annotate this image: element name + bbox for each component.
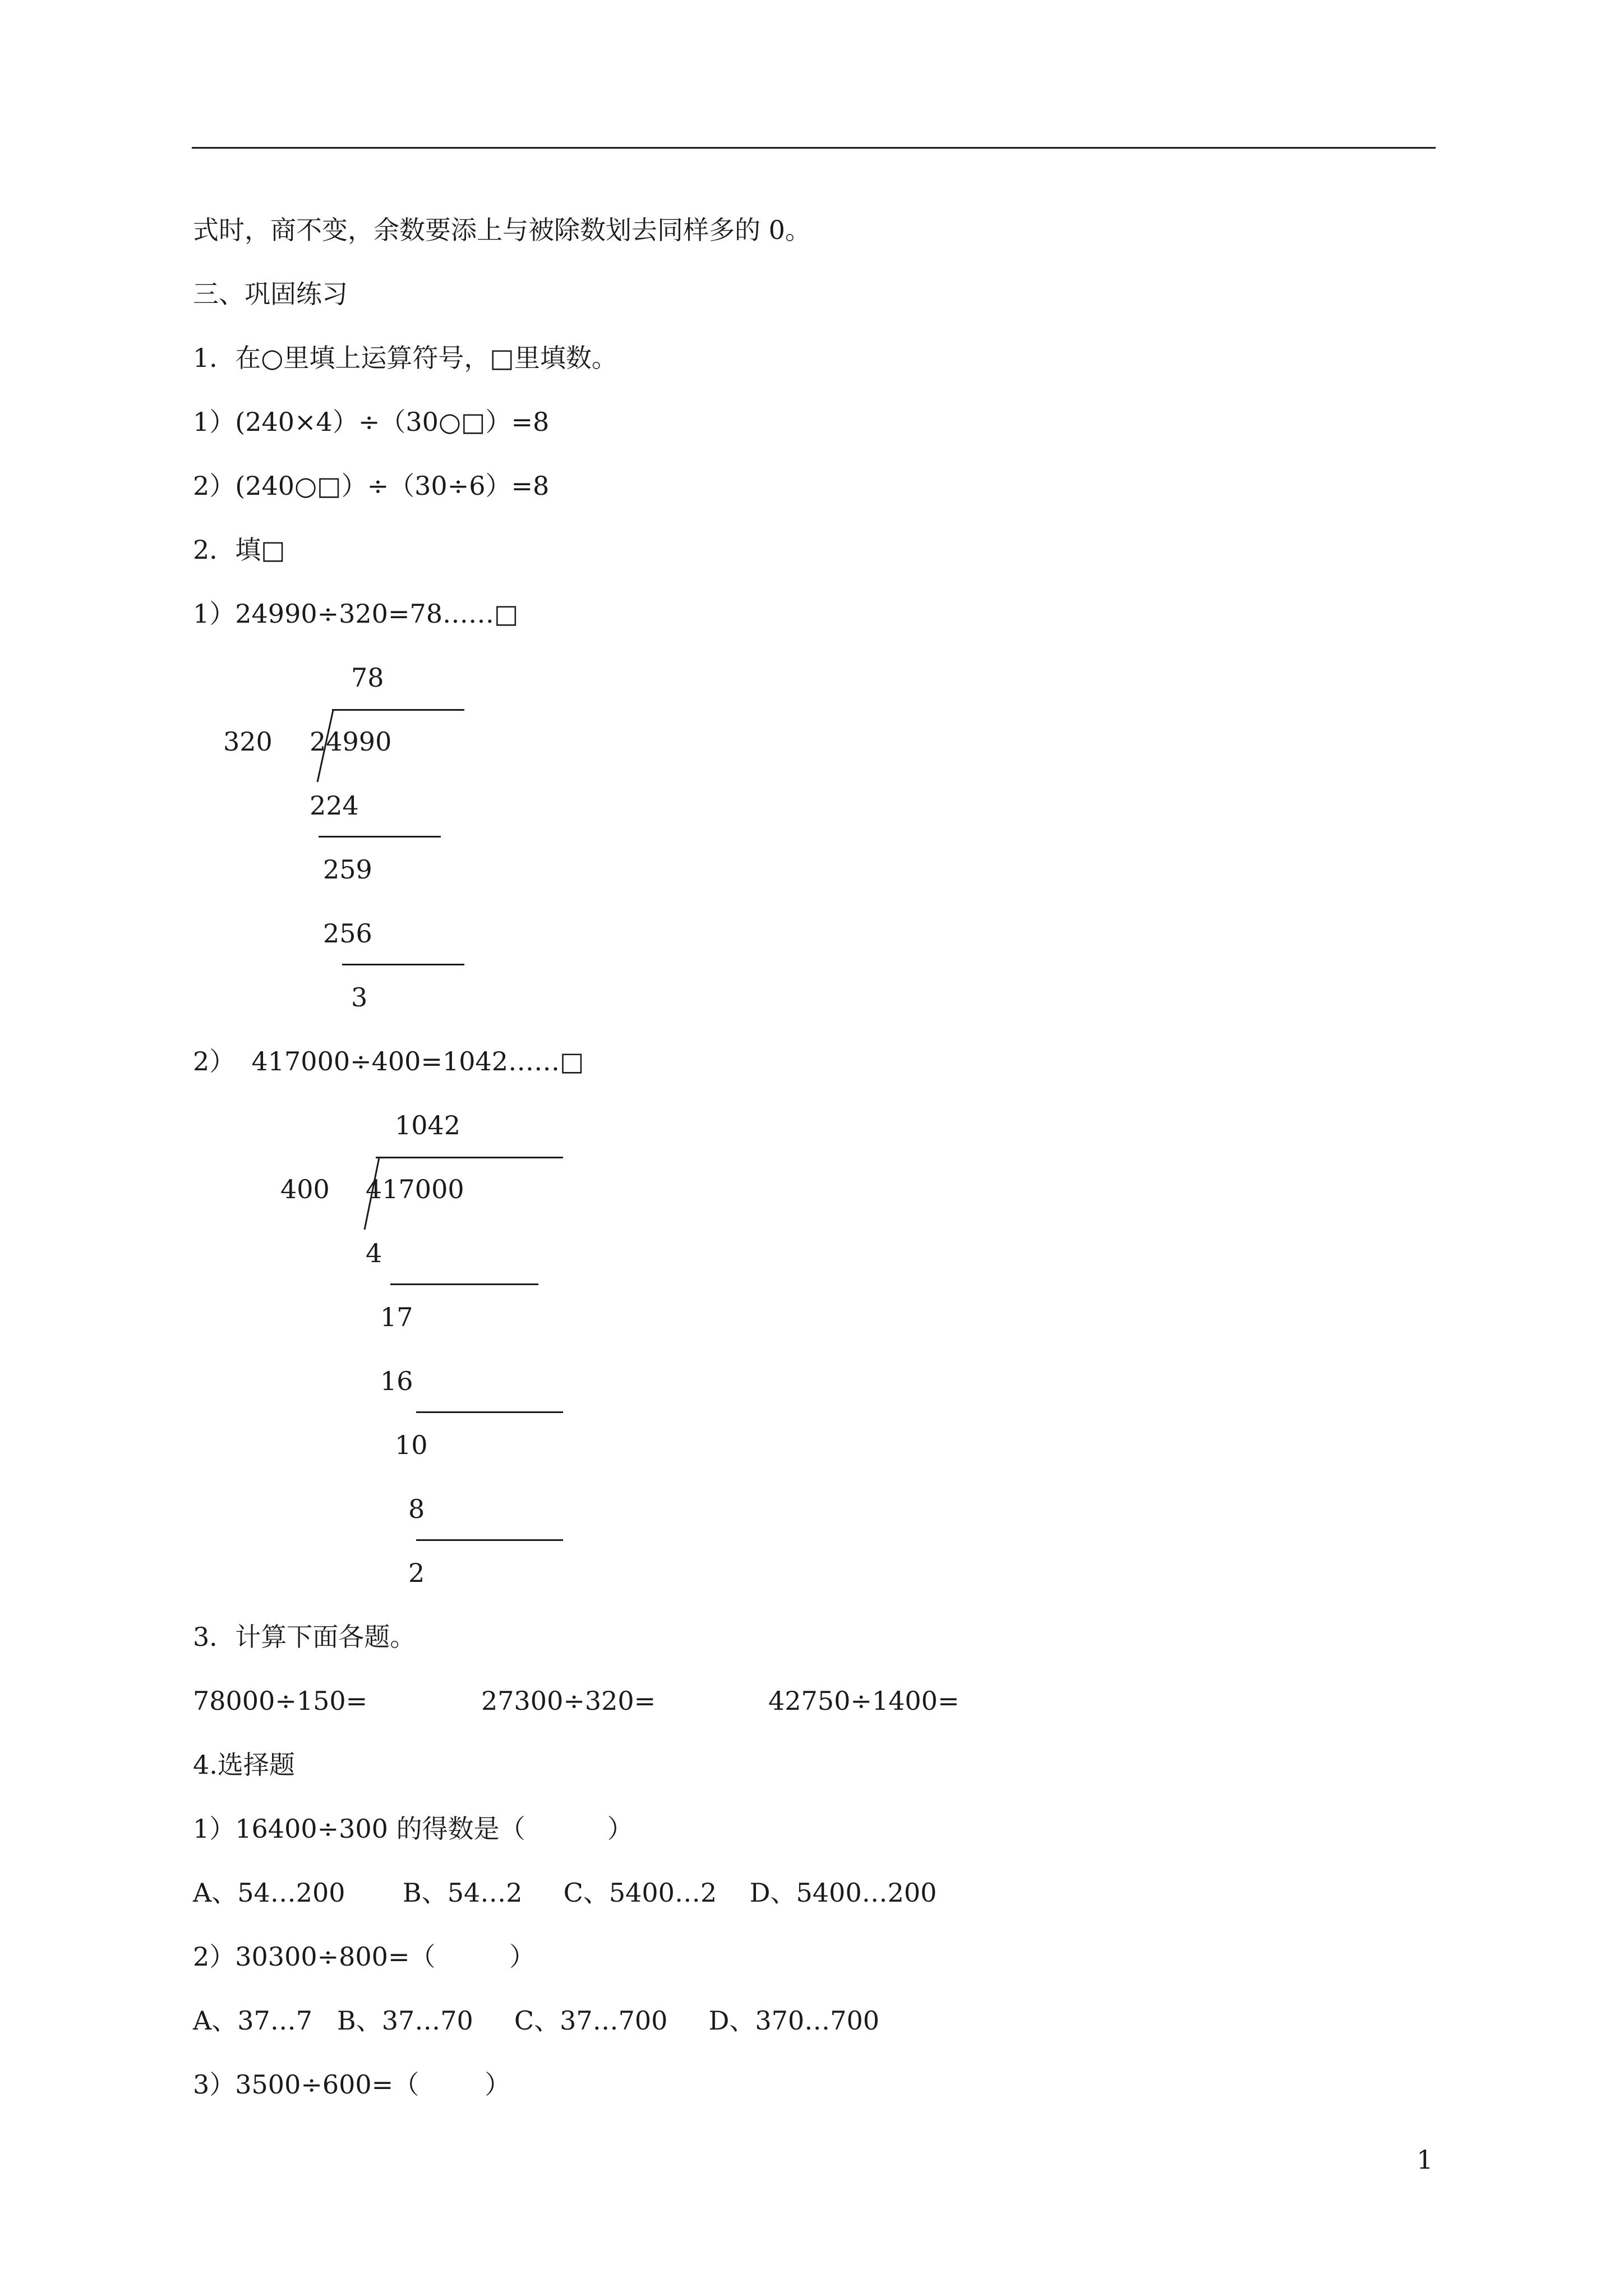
choice-options: A、37…7 B、37…70 C、37…700 D、370…700 <box>193 2005 879 2036</box>
equation-line: 1）(240×4）÷（30○□）=8 <box>193 407 550 437</box>
division-step: 17 <box>380 1302 413 1332</box>
division-divisor: 400 <box>280 1174 330 1204</box>
text-line: 式时，商不变，余数要添上与被除数划去同样多的 0。 <box>193 215 811 245</box>
division-dividend: 417000 <box>366 1174 464 1204</box>
division-quotient: 1042 <box>395 1110 461 1140</box>
choice-options: A、54…200 B、54…2 C、5400…2 D、5400…200 <box>193 1878 937 1908</box>
exercise-item: 27300÷320= <box>481 1686 656 1716</box>
division-subtract-line <box>342 964 464 965</box>
division-step: 8 <box>408 1494 425 1524</box>
exercise-item: 78000÷150= <box>193 1686 368 1716</box>
equation-line: 2）(240○□）÷（30÷6）=8 <box>193 471 550 501</box>
equation-line: 2） 417000÷400=1042……□ <box>193 1046 584 1076</box>
choice-question: 2）30300÷800=（ ） <box>193 1941 536 1972</box>
equation-line: 1）24990÷320=78……□ <box>193 599 519 629</box>
question-heading: 4.选择题 <box>193 1750 295 1780</box>
division-step: 4 <box>366 1238 382 1268</box>
choice-question: 1）16400÷300 的得数是（ ） <box>193 1814 633 1844</box>
choice-question: 3）3500÷600=（ ） <box>193 2069 511 2100</box>
header-rule <box>192 147 1436 149</box>
division-subtract-line <box>416 1539 563 1541</box>
division-remainder: 2 <box>408 1558 425 1588</box>
division-subtract-line <box>390 1283 538 1285</box>
division-divisor: 320 <box>223 726 273 757</box>
division-subtract-line <box>416 1411 563 1413</box>
exercise-item: 42750÷1400= <box>768 1686 960 1716</box>
division-subtract-line <box>319 836 441 838</box>
question-heading: 2．填□ <box>193 535 285 565</box>
division-step: 224 <box>310 790 359 821</box>
question-heading: 3．计算下面各题。 <box>193 1622 416 1652</box>
division-bar <box>332 709 464 711</box>
division-remainder: 3 <box>351 982 368 1013</box>
division-step: 259 <box>323 854 372 885</box>
page-number: 1 <box>1417 2145 1433 2175</box>
division-step: 16 <box>380 1366 413 1396</box>
division-step: 10 <box>395 1430 428 1460</box>
division-bar <box>376 1157 563 1158</box>
division-quotient: 78 <box>351 662 384 693</box>
division-step: 256 <box>323 918 372 949</box>
section-heading: 三、巩固练习 <box>193 279 348 309</box>
question-heading: 1．在○里填上运算符号，□里填数。 <box>193 343 617 373</box>
division-dividend: 24990 <box>310 726 392 757</box>
